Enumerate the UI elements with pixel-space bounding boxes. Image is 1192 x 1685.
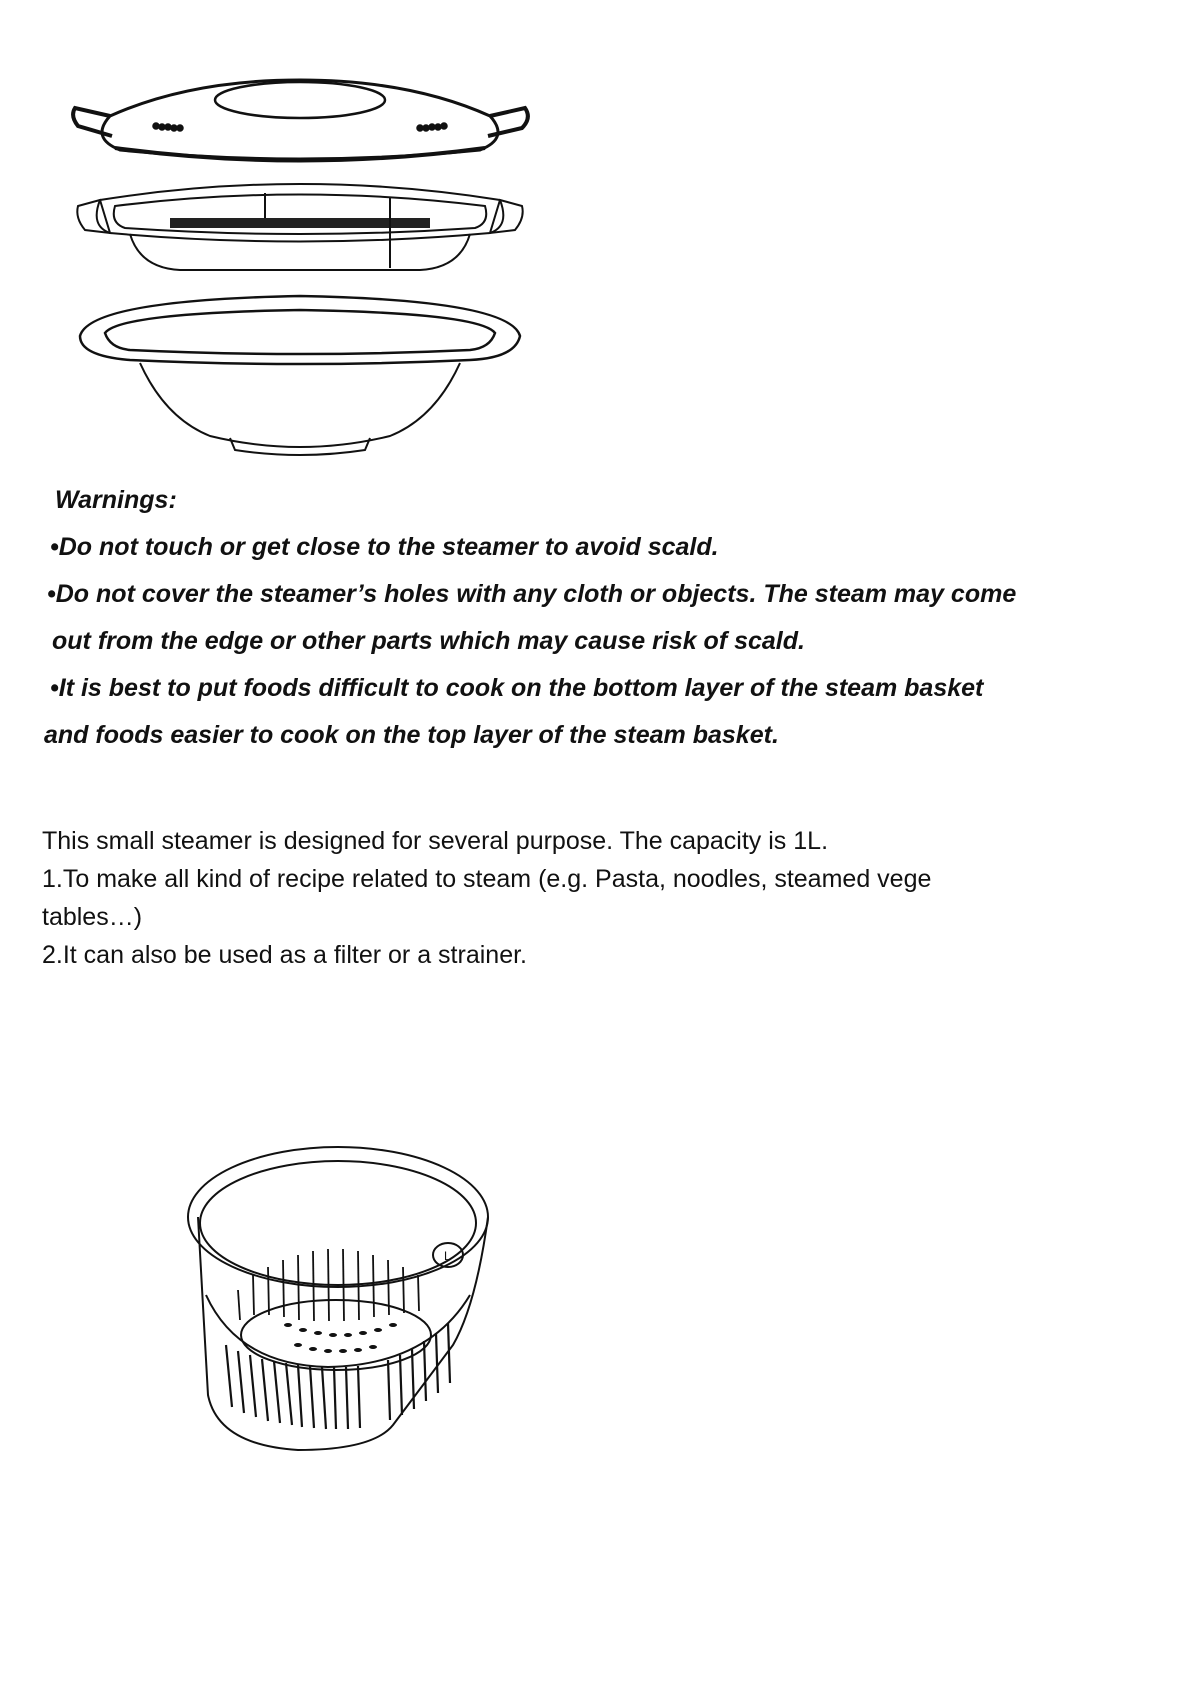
steamer-tray-drawing: [77, 184, 522, 270]
warning-line-3: out from the edge or other parts which may cause risk of scald.: [52, 627, 805, 655]
warning-line-1: •Do not touch or get close to the steamer to avoid scald.: [50, 533, 719, 561]
warning-line-5: and foods easier to cook on the top layer of the steam basket.: [44, 721, 779, 749]
strainer-basket-illustration: [178, 1145, 528, 1465]
steamer-lid-drawing: [73, 80, 528, 161]
warnings-heading: Warnings:: [55, 486, 177, 514]
steamer-bowl-drawing: [80, 296, 520, 455]
description-line-4: 2.It can also be used as a filter or a strainer.: [42, 941, 527, 969]
warning-line-2: •Do not cover the steamer’s holes with any cloth or objects. The steam may come: [47, 580, 1017, 608]
basket-marker-label: L: [444, 1249, 451, 1263]
basket-inner-ribs: [238, 1249, 419, 1321]
steamer-exploded-illustration: [70, 78, 530, 498]
basket-slots: [226, 1323, 450, 1429]
basket-drain-holes: [284, 1323, 397, 1353]
description-line-2: 1.To make all kind of recipe related to steam (e.g. Pasta, noodles, steamed vege: [42, 865, 932, 893]
description-line-3: tables…): [42, 903, 143, 931]
warning-line-4: •It is best to put foods difficult to cook on the bottom layer of the steam basket: [50, 674, 984, 702]
description-line-1: This small steamer is designed for several purpose. The capacity is 1L.: [42, 827, 829, 855]
